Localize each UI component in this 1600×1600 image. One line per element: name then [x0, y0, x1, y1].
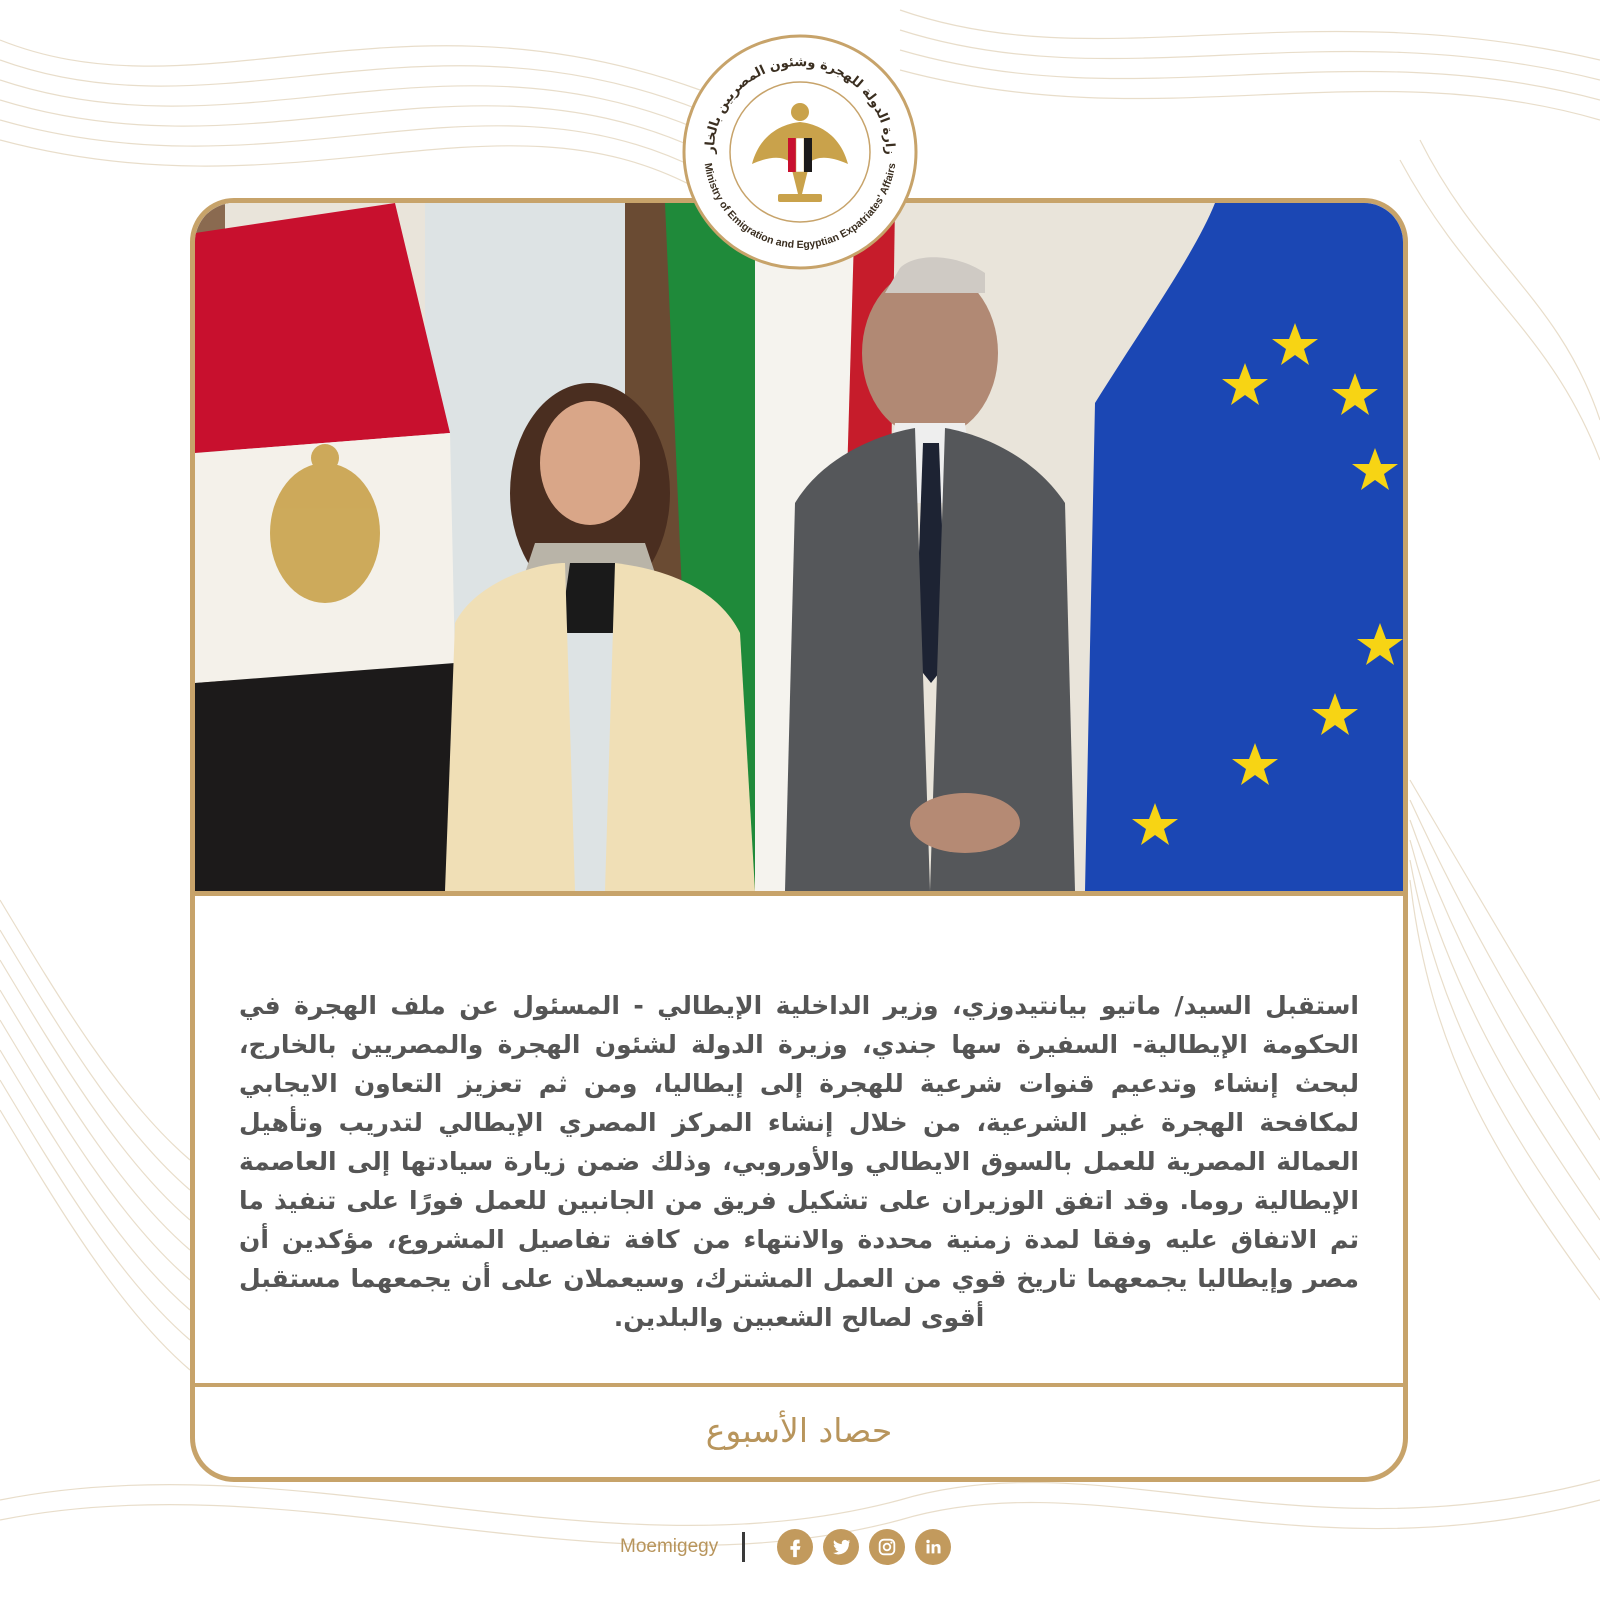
social-separator — [742, 1532, 745, 1562]
facebook-icon[interactable] — [777, 1529, 813, 1565]
instagram-icon[interactable] — [869, 1529, 905, 1565]
logo-arabic-ring: زارة الدولة للهجرة وشئون المصريين بالخار — [702, 54, 898, 155]
social-bar — [620, 1522, 1040, 1572]
ministry-logo — [682, 34, 918, 270]
social-handle[interactable]: Moemigegy — [620, 1536, 719, 1557]
linkedin-icon[interactable] — [915, 1529, 951, 1565]
post-body-text: استقبل السيد/ ماتيو بيانتيدوزي، وزير الداخلية الإيطالي - المسئول عن ملف الهجرة في الحكومة الإيطالية- السفيرة سها جندي، وزيرة الدولة لشئون الهجرة والمصريين بالخارج، لبحث إنشاء وتدعيم قنوات شرعية للهجرة إلى إيطاليا، ومن ثم تعزيز التعاون الايجابي لمكافحة الهجرة غير الشرعية، من خلال إنشاء المركز المصري الإيطالي لتدريب وتأهيل العمالة المصرية للعمل بالسوق الايطالي والأوروبي، وذلك ضمن زيارة سيادتها إلى العاصمة الإيطالية روما. وقد اتفق الوزيران على تشكيل فريق من الجانبين للعمل فورًا على تنفيذ ما تم الاتفاق عليه وفقا لمدة زمنية محددة والانتهاء من كافة تفاصيل المشروع، مؤكدين أن مصر وإيطاليا يجمعهما تاريخ قوي من العمل المشترك، وسيعملان على أن يجمعهما مستقبل أقوى لصالح الشعبين والبلدين. — [239, 991, 1359, 1332]
logo-english-ring: Ministry of Emigration and Egyptian Expatriates' Affairs — [701, 162, 899, 252]
footer-title: حصاد الأسبوع — [705, 1411, 893, 1450]
post-card — [190, 198, 1408, 1482]
meeting-photo — [195, 203, 1403, 891]
twitter-icon[interactable] — [823, 1529, 859, 1565]
footer-rule — [195, 1383, 1403, 1387]
photo-divider — [195, 891, 1403, 896]
